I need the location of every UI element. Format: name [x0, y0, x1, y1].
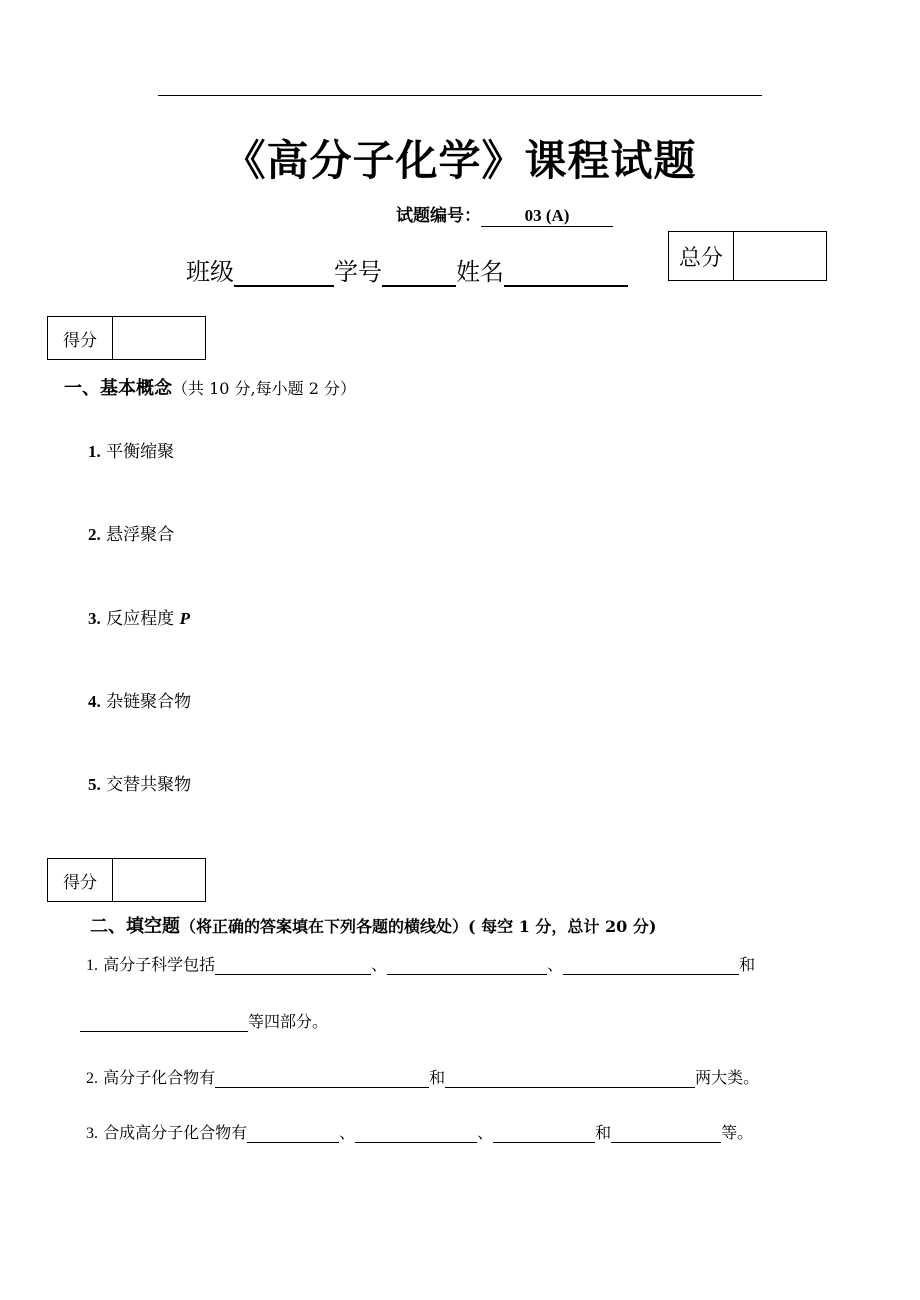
- answer-blank[interactable]: [493, 1124, 595, 1143]
- section1-item-1: [88, 437, 174, 462]
- section1-title: 一、基本概念: [64, 378, 172, 399]
- name-label: 姓名: [456, 258, 504, 286]
- answer-blank[interactable]: [215, 1069, 429, 1088]
- student-id-label: 学号: [334, 258, 382, 286]
- section1-score-label: 得分: [48, 317, 113, 360]
- item-number: 5.: [88, 775, 101, 794]
- answer-blank[interactable]: [80, 1013, 248, 1032]
- class-label: 班级: [186, 258, 234, 286]
- section2-heading: [90, 912, 656, 938]
- class-field[interactable]: [234, 259, 334, 287]
- question-text: 合成高分子化合物有: [103, 1123, 248, 1142]
- exam-number-value: 03 (A): [481, 206, 613, 227]
- section2-title: 二、填空题: [90, 916, 180, 937]
- section1-item-4: [88, 687, 191, 712]
- student-id-field[interactable]: [382, 259, 456, 287]
- answer-blank[interactable]: [387, 956, 547, 975]
- item-text: 平衡缩聚: [106, 442, 175, 462]
- separator: 、: [339, 1123, 356, 1142]
- item-number: 3.: [88, 609, 101, 628]
- item-number: 2.: [88, 525, 101, 544]
- conjunction: 和: [739, 955, 756, 974]
- question-number: 1.: [86, 957, 98, 974]
- student-info-line: [186, 252, 628, 287]
- answer-blank[interactable]: [445, 1069, 695, 1088]
- item-number: 1.: [88, 442, 101, 461]
- answer-blank[interactable]: [247, 1124, 339, 1143]
- name-field[interactable]: [504, 259, 628, 287]
- page-title: 《高分子化学》课程试题: [223, 136, 697, 185]
- item-number: 4.: [88, 692, 101, 711]
- item-text: 悬浮聚合: [106, 525, 175, 545]
- section1-score-field[interactable]: [113, 317, 206, 360]
- top-rule: [158, 95, 762, 96]
- exam-number-label: 试题编号：: [396, 206, 481, 226]
- separator: 、: [477, 1123, 494, 1142]
- question-text: 高分子化合物有: [103, 1068, 216, 1087]
- section1-note: （共 10 分,每小题 2 分）: [172, 379, 356, 398]
- question-end: 等四部分。: [248, 1012, 329, 1031]
- answer-blank[interactable]: [215, 956, 371, 975]
- item-text: 杂链聚合物: [106, 692, 192, 712]
- answer-blank[interactable]: [611, 1124, 721, 1143]
- conjunction: 和: [595, 1123, 612, 1142]
- section1-item-3: [88, 604, 190, 629]
- section2-note: （将正确的答案填在下列各题的横线处）( 每空 1 分，总计 20 分): [180, 917, 657, 936]
- section2-score-box: [47, 858, 206, 902]
- question-end: 两大类。: [695, 1068, 760, 1087]
- total-score-field[interactable]: [734, 232, 827, 281]
- question-number: 2.: [86, 1070, 98, 1087]
- fill-question-2: [86, 1065, 759, 1088]
- item-text: 交替共聚物: [106, 775, 192, 795]
- section1-score-box: [47, 316, 206, 360]
- section2-score-field[interactable]: [113, 859, 206, 902]
- item-text: 反应程度: [106, 609, 180, 629]
- conjunction: 和: [429, 1068, 446, 1087]
- exam-number: [396, 201, 613, 227]
- fill-question-3: [86, 1120, 753, 1143]
- total-score-label: 总分: [669, 232, 734, 281]
- answer-blank[interactable]: [355, 1124, 477, 1143]
- total-score-box: [668, 231, 827, 281]
- item-italic-symbol: P: [179, 609, 190, 628]
- separator: 、: [371, 955, 388, 974]
- question-text: 高分子科学包括: [103, 955, 216, 974]
- question-end: 等。: [721, 1123, 754, 1142]
- section1-item-2: [88, 520, 174, 545]
- section2-score-label: 得分: [48, 859, 113, 902]
- section1-item-5: [88, 770, 191, 795]
- section1-heading: [64, 374, 356, 400]
- question-number: 3.: [86, 1125, 98, 1142]
- answer-blank[interactable]: [563, 956, 739, 975]
- fill-question-1: [86, 952, 755, 975]
- fill-question-1-cont: [80, 1009, 328, 1032]
- separator: 、: [547, 955, 564, 974]
